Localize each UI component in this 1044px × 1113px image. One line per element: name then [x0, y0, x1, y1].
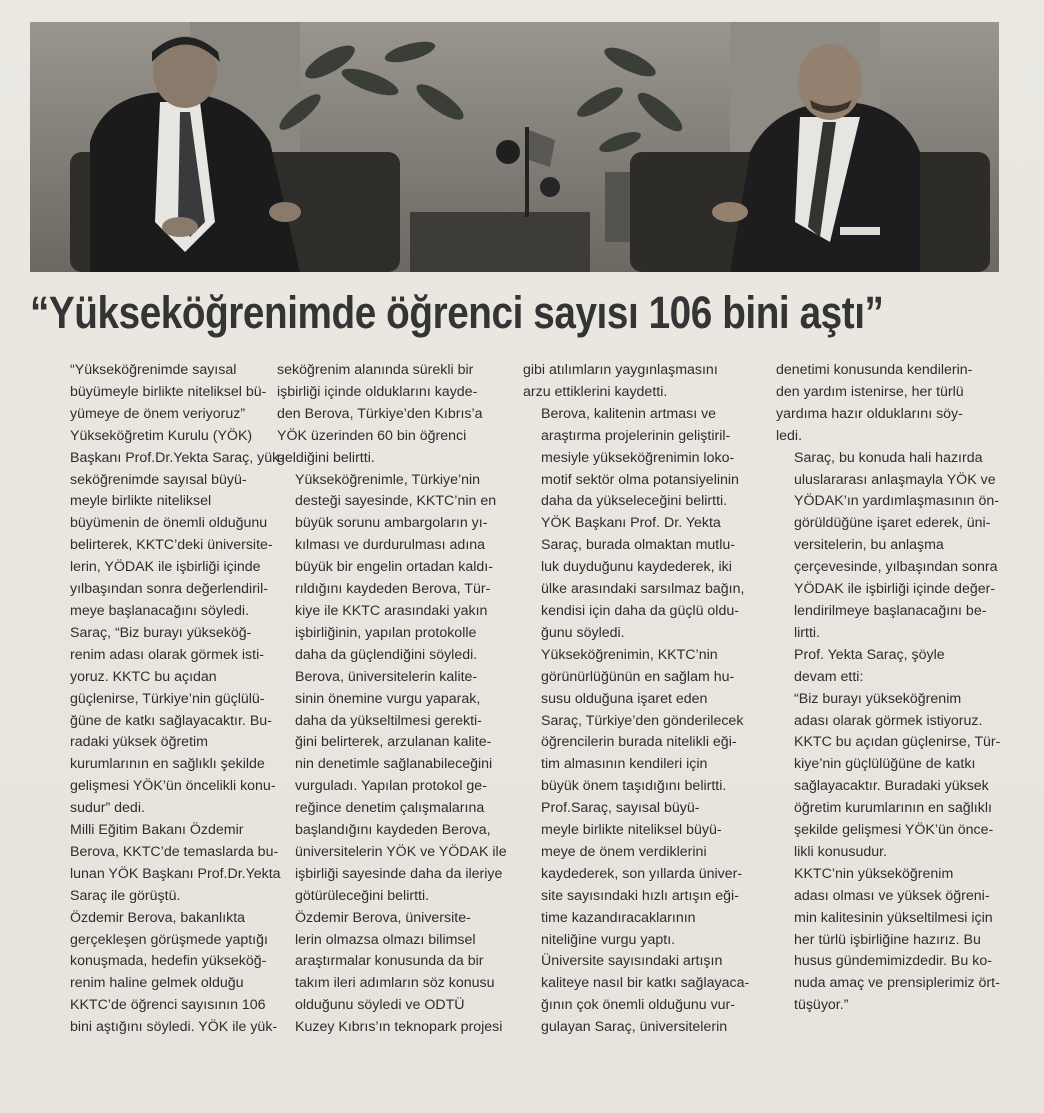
- text-line: bini aştığını söyledi. YÖK ile yük-: [70, 1019, 278, 1036]
- text-line: rıldığını kaydeden Berova, Tür-: [295, 581, 491, 598]
- text-line: belirterek, KKTC’deki üniversite-: [70, 537, 273, 554]
- text-line: motif sektör olma potansiyelinin: [541, 471, 739, 488]
- text-line: götürüleceğini belirtti.: [295, 887, 430, 904]
- text-line: ülke arasındaki sarsılmaz bağın,: [541, 581, 745, 598]
- text-line: kaliteye nasıl bir katkı sağlayaca-: [541, 975, 750, 992]
- text-line: kaydederek, son yıllarda üniver-: [541, 865, 743, 882]
- text-line: Yükseköğrenimin, KKTC’nin: [541, 646, 718, 663]
- text-line: şekilde gelişmesi YÖK’ün önce-: [794, 822, 994, 839]
- text-line: den Berova, Türkiye’den Kıbrıs’a: [277, 405, 483, 422]
- text-line: Yükseköğrenimle, Türkiye’nin: [295, 471, 481, 488]
- text-line: den yardım istenirse, her türlü: [776, 383, 964, 400]
- text-line: meyle birlikte niteliksel: [70, 493, 212, 510]
- text-line: ğini belirterek, arzulanan kalite-: [295, 734, 492, 751]
- paragraph: [523, 645, 755, 798]
- text-line: daha da güçlendiğini söyledi.: [295, 646, 478, 663]
- text-line: çerçevesinde, yılbaşından sonra: [794, 559, 998, 576]
- text-line: gulayan Saraç, üniversitelerin: [541, 1019, 728, 1036]
- text-line: luk duyduğunu kaydederek, iki: [541, 559, 732, 576]
- text-line: tüşüyor.”: [794, 997, 849, 1014]
- text-line: büyük sorunu ambargoların yı-: [295, 515, 488, 532]
- text-line: site sayısındaki hızlı artışın eği-: [541, 887, 739, 904]
- paragraph: [776, 360, 1006, 448]
- text-line: öğrencilerin burada nitelikli eği-: [541, 734, 737, 751]
- text-line: Kuzey Kıbrıs’ın teknopark projesi: [295, 1019, 503, 1036]
- text-line: Özdemir Berova, üniversite-: [295, 909, 471, 926]
- text-line: renim adası olarak görmek isti-: [70, 646, 264, 663]
- text-line: nin denetimle sağlanabileceğini: [295, 756, 493, 773]
- text-line: öğretim kurumlarının en sağlıklı: [794, 800, 992, 817]
- text-line: renim haline gelmek olduğu: [70, 975, 244, 992]
- paragraph: [52, 623, 292, 820]
- text-line: geldiğini belirtti.: [277, 449, 375, 466]
- paragraph: [523, 404, 755, 514]
- text-line: başlandığını kaydeden Berova,: [295, 822, 491, 839]
- paragraph: [776, 645, 1006, 689]
- text-line: reğince denetim çalışmalarına: [295, 800, 485, 817]
- text-line: kiye’nin güçlülüğüne de katkı: [794, 756, 976, 773]
- text-line: her türlü işbirliğine hazırız. Bu: [794, 931, 981, 948]
- text-line: büyümenin de önemli olduğunu: [70, 515, 268, 532]
- text-line: gelişmesi YÖK’ün öncelikli konu-: [70, 778, 276, 795]
- paragraph: [523, 513, 755, 644]
- text-line: kılması ve durdurulması adına: [295, 537, 486, 554]
- text-line: lerin, YÖDAK ile işbirliği içinde: [70, 559, 261, 576]
- text-line: Berova, kalitenin artması ve: [541, 405, 717, 422]
- text-line: lendirilmeye başlanacağını be-: [794, 602, 987, 619]
- text-line: ğunu söyledi.: [541, 624, 625, 641]
- text-line: görünürlüğünün en sağlam hu-: [541, 668, 735, 685]
- text-line: versitelerin, bu anlaşma: [794, 537, 944, 554]
- article-column-3: [523, 360, 755, 1039]
- text-line: meyle birlikte niteliksel büyü-: [541, 822, 722, 839]
- text-line: araştırma projelerinin geliştiril-: [541, 427, 731, 444]
- text-line: konuşmada, hedefin yükseköğ-: [70, 953, 267, 970]
- text-line: Üniversite sayısındaki artışın: [541, 953, 723, 970]
- interview-photo: [30, 22, 999, 272]
- text-line: meye de önem verdiklerini: [541, 843, 707, 860]
- text-line: meye başlanacağını söyledi.: [70, 602, 250, 619]
- text-line: sağlayacaktır. Buradaki yüksek: [794, 778, 989, 795]
- text-line: Yükseköğretim Kurulu (YÖK): [70, 427, 253, 444]
- text-line: araştırmalar konusunda da bir: [295, 953, 484, 970]
- text-line: seköğrenim alanında sürekli bir: [277, 362, 474, 378]
- paragraph: [776, 448, 1006, 645]
- text-line: susu olduğuna işaret eden: [541, 690, 708, 707]
- text-line: kendisi için daha da güçlü oldu-: [541, 602, 739, 619]
- text-line: lirtti.: [794, 624, 821, 641]
- text-line: büyük bir engelin ortadan kaldı-: [295, 559, 493, 576]
- paragraph: [277, 470, 503, 667]
- text-line: devam etti:: [794, 668, 864, 685]
- text-line: radaki yüksek öğretim: [70, 734, 208, 751]
- paragraph: [277, 667, 507, 908]
- text-line: sinin önemine vurgu yaparak,: [295, 690, 481, 707]
- text-line: “Biz burayı yükseköğrenim: [794, 690, 962, 707]
- text-line: “Yükseköğrenimde sayısal: [70, 362, 237, 378]
- text-line: lerin olmazsa olmazı bilimsel: [295, 931, 476, 948]
- paragraph: [523, 360, 755, 404]
- text-line: denetimi konusunda kendilerin-: [776, 362, 973, 378]
- text-line: görüldüğüne işaret ederek, üni-: [794, 515, 991, 532]
- article-headline: “Yükseköğrenimde öğrenci sayısı 106 bini aştı”: [30, 287, 884, 338]
- paragraph: [776, 864, 1006, 1017]
- paragraph: [277, 908, 503, 1039]
- paragraph: [52, 360, 292, 426]
- article-column-1: [52, 360, 292, 1039]
- text-line: gerçekleşen görüşmede yaptığı: [70, 931, 268, 948]
- paragraph: [776, 689, 1006, 864]
- text-line: tim almasının kendileri için: [541, 756, 708, 773]
- text-line: arzu ettiklerini kaydetti.: [523, 383, 668, 400]
- text-line: KKTC’nin yükseköğrenim: [794, 865, 954, 882]
- text-line: kurumlarının en sağlıklı şekilde: [70, 756, 265, 773]
- text-line: mesiyle yükseköğrenimin loko-: [541, 449, 735, 466]
- text-line: niteliğine vurgu yaptı.: [541, 931, 676, 948]
- text-line: adası olması ve yüksek öğreni-: [794, 887, 990, 904]
- text-line: ğının çok önemli olduğunu vur-: [541, 997, 736, 1014]
- text-line: güçlenirse, Türkiye’nin güçlülü-: [70, 690, 265, 707]
- text-line: time kazandıracaklarının: [541, 909, 696, 926]
- text-line: Saraç, Türkiye’den gönderilecek: [541, 712, 744, 729]
- text-line: ledi.: [776, 427, 803, 444]
- text-line: YÖDAK ile işbirliği içinde değer-: [794, 581, 996, 598]
- text-line: Prof.Saraç, sayısal büyü-: [541, 800, 700, 817]
- text-line: Saraç, “Biz burayı yükseköğ-: [70, 624, 252, 641]
- text-line: KKTC bu açıdan güçlenirse, Tür-: [794, 734, 1001, 751]
- text-line: daha da yükseleceğini belirtti.: [541, 493, 728, 510]
- text-line: büyük önem taşıdığını belirtti.: [541, 778, 727, 795]
- text-line: vurguladı. Yapılan protokol ge-: [295, 778, 487, 795]
- text-line: Saraç ile görüştü.: [70, 887, 181, 904]
- text-line: ğüne de katkı sağlayacaktır. Bu-: [70, 712, 272, 729]
- text-line: üniversitelerin YÖK ve YÖDAK ile: [295, 843, 507, 860]
- text-line: olduğunu söyledi ve ODTÜ: [295, 997, 465, 1014]
- text-line: Başkanı Prof.Dr.Yekta Saraç, yük-: [70, 449, 284, 466]
- paragraph: [277, 360, 503, 470]
- paragraph: [52, 426, 292, 623]
- text-line: büyümeyle birlikte niteliksel bü-: [70, 383, 267, 400]
- text-line: daha da yükseltilmesi gerekti-: [295, 712, 482, 729]
- text-line: Prof. Yekta Saraç, şöyle: [794, 646, 945, 663]
- text-line: adası olarak görmek istiyoruz.: [794, 712, 983, 729]
- text-line: min kalitesinin yükseltilmesi için: [794, 909, 993, 926]
- text-line: seköğrenimde sayısal büyü-: [70, 471, 247, 488]
- text-line: Saraç, burada olmaktan mutlu-: [541, 537, 735, 554]
- text-line: kiye ile KKTC arasındaki yakın: [295, 602, 488, 619]
- text-line: lunan YÖK Başkanı Prof.Dr.Yekta: [70, 865, 281, 882]
- text-line: uluslararası anlaşmayla YÖK ve: [794, 471, 996, 488]
- text-line: YÖDAK’ın yardımlaşmasının ön-: [794, 493, 1000, 510]
- text-line: KKTC’de öğrenci sayısının 106: [70, 997, 266, 1014]
- text-line: Saraç, bu konuda hali hazırda: [794, 449, 983, 466]
- text-line: husus gündemimizdedir. Bu ko-: [794, 953, 992, 970]
- text-line: YÖK Başkanı Prof. Dr. Yekta: [541, 515, 721, 532]
- text-line: Berova, KKTC’de temaslarda bu-: [70, 843, 279, 860]
- paragraph: [523, 951, 755, 1039]
- article-column-2: [277, 360, 507, 1039]
- text-line: yoruz. KKTC bu açıdan: [70, 668, 217, 685]
- text-line: likli konusudur.: [794, 843, 888, 860]
- text-line: yılbaşından sonra değerlendiril-: [70, 581, 268, 598]
- article-column-4: [776, 360, 1006, 1017]
- text-line: YÖK üzerinden 60 bin öğrenci: [277, 427, 467, 444]
- text-line: Berova, üniversitelerin kalite-: [295, 668, 478, 685]
- text-line: desteği sayesinde, KKTC’nin en: [295, 493, 497, 510]
- text-line: yardıma hazır olduklarını söy-: [776, 405, 963, 422]
- paragraph: [52, 820, 292, 908]
- text-line: işbirliğinin, yapılan protokolle: [295, 624, 477, 641]
- text-line: Özdemir Berova, bakanlıkta: [70, 909, 246, 926]
- text-line: gibi atılımların yaygınlaşmasını: [523, 362, 718, 378]
- text-line: nuda amaç ve prensiplerimiz ört-: [794, 975, 1000, 992]
- paragraph: [52, 908, 292, 1039]
- paragraph: [523, 798, 755, 951]
- text-line: takım ileri adımların söz konusu: [295, 975, 495, 992]
- text-line: yümeye de önem veriyoruz”: [70, 405, 246, 422]
- text-line: işbirliği içinde olduklarını kayde-: [277, 383, 478, 400]
- text-line: Milli Eğitim Bakanı Özdemir: [70, 822, 244, 839]
- text-line: sudur” dedi.: [70, 800, 145, 817]
- text-line: işbirliği sayesinde daha da ileriye: [295, 865, 503, 882]
